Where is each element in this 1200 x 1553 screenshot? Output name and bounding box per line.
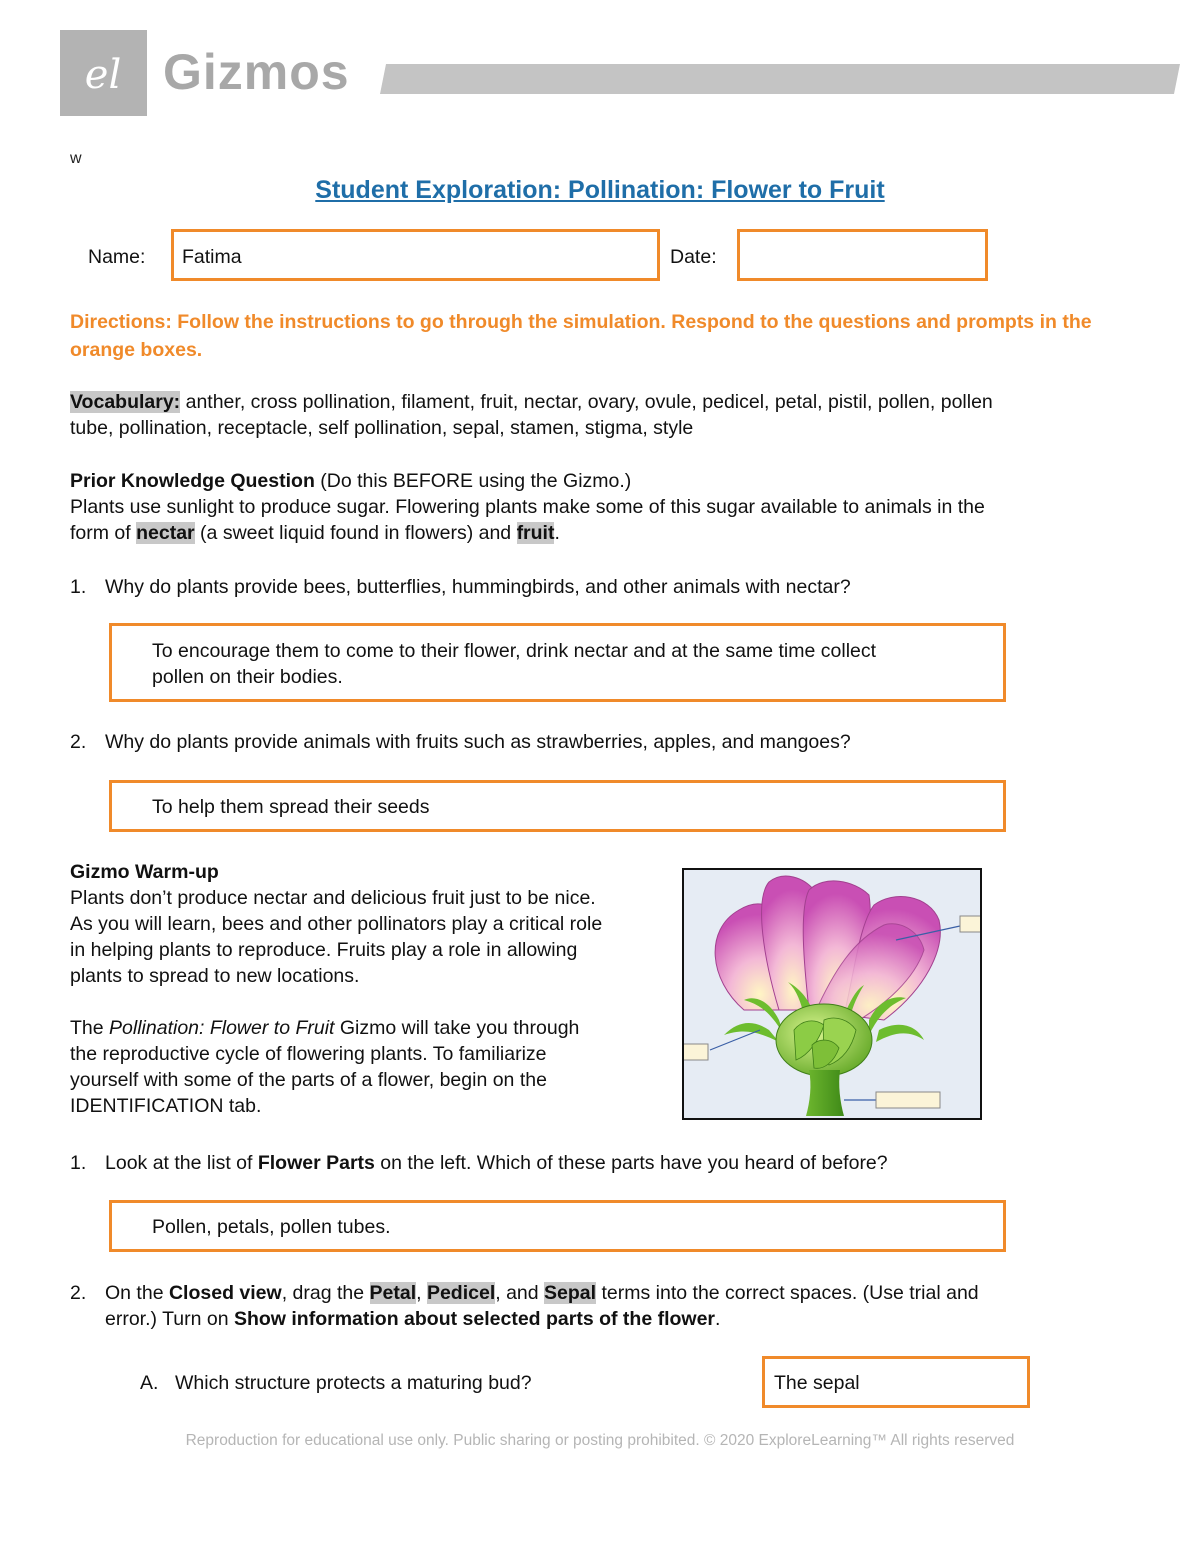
name-field[interactable] [171, 229, 660, 281]
separator: , and [495, 1282, 545, 1304]
question-text: terms into the correct spaces. (Use trial and [596, 1282, 979, 1304]
label-slot-sepal[interactable] [684, 1044, 708, 1060]
date-field[interactable] [737, 229, 988, 281]
warmup-line: As you will learn, bees and other pollinators play a critical role [70, 913, 603, 935]
sub-question-a [140, 1370, 740, 1396]
name-label: Name: [88, 246, 146, 268]
question-number: 1. [70, 576, 87, 598]
answer-line: To encourage them to come to their flower, drink nectar and at the same time collect [152, 640, 877, 662]
term-fruit: fruit [516, 522, 555, 544]
question-text: on the left. Which of these parts have you heard of before? [374, 1152, 888, 1174]
warmup-line: in helping plants to reproduce. Fruits play a role in allowing [70, 939, 578, 961]
term-nectar: nectar [136, 522, 195, 544]
prior-heading-note: (Do this BEFORE using the Gizmo.) [314, 470, 632, 492]
prior-question-2 [70, 729, 1150, 755]
prior-line2-end: . [554, 522, 560, 544]
question-text: Why do plants provide animals with fruits such as strawberries, apples, and mangoes? [105, 731, 851, 753]
vocabulary [70, 389, 1150, 441]
question-number: 2. [70, 1282, 87, 1304]
directions-text: Directions: Follow the instructions to go through the simulation. Respond to the questions and prompts in the orange boxes. [70, 311, 1092, 361]
warmup-line: IDENTIFICATION tab. [70, 1095, 262, 1117]
term-sepal: Sepal [544, 1282, 597, 1304]
warmup-line: plants to spread to new locations. [70, 965, 360, 987]
term-closed-view: Closed view [168, 1282, 282, 1304]
question-text: Which structure protects a maturing bud? [175, 1372, 532, 1394]
warmup-line: The [70, 1017, 110, 1039]
question-text: Look at the list of [105, 1152, 258, 1174]
question-text: On the [105, 1282, 169, 1304]
prior-heading: Prior Knowledge Question [70, 470, 315, 492]
prior-question-1 [70, 574, 1150, 600]
warmup-question-2 [70, 1280, 1150, 1332]
warmup-line: Plants don’t produce nectar and delicious fruit just to be nice. [70, 887, 596, 909]
term-flower-parts: Flower Parts [257, 1152, 375, 1174]
question-number: 1. [70, 1152, 87, 1174]
prior-line1: Plants use sunlight to produce sugar. Flowering plants make some of this sugar available to animals in the [70, 496, 985, 518]
question-number: 2. [70, 731, 87, 753]
explorelearning-logo [60, 30, 147, 116]
gizmo-title-italic: Pollination: Flower to Fruit [109, 1017, 335, 1039]
flower-illustration [682, 868, 982, 1120]
question-text: error.) Turn on [105, 1308, 234, 1330]
answer-text-prior-1 [152, 638, 876, 690]
brand-name: Gizmos [163, 44, 350, 100]
warmup-line: Gizmo will take you through [334, 1017, 580, 1039]
logo-lettering: el [84, 52, 122, 98]
vocabulary-label: Vocabulary: [70, 391, 181, 413]
page-marker: w [70, 150, 82, 167]
label-slot-petal[interactable] [960, 916, 980, 932]
prior-knowledge-section [70, 468, 1150, 546]
term-petal: Petal [369, 1282, 417, 1304]
question-text: . [715, 1308, 721, 1330]
answer-text-sub-a: The sepal [774, 1372, 860, 1394]
header-bar [380, 64, 1180, 94]
name-value: Fatima [182, 246, 242, 268]
sub-question-letter: A. [140, 1372, 159, 1394]
warmup-line: yourself with some of the parts of a flower, begin on the [70, 1069, 547, 1091]
question-text: Why do plants provide bees, butterflies, hummingbirds, and other animals with nectar? [105, 576, 851, 598]
warmup-section [70, 859, 670, 1119]
prior-line2-start: form of [70, 522, 137, 544]
question-text: , drag the [281, 1282, 370, 1304]
date-label: Date: [670, 246, 717, 268]
answer-text-warmup-1: Pollen, petals, pollen tubes. [152, 1216, 391, 1238]
term-pedicel: Pedicel [426, 1282, 496, 1304]
warmup-heading: Gizmo Warm-up [70, 861, 219, 883]
term-show-information: Show information about selected parts of the flower [233, 1308, 716, 1330]
answer-line: pollen on their bodies. [152, 666, 343, 688]
vocabulary-line1: anther, cross pollination, filament, fruit, nectar, ovary, ovule, pedicel, petal, pistil, pollen, pollen [180, 391, 993, 413]
separator: , [416, 1282, 427, 1304]
warmup-question-1 [70, 1150, 1150, 1176]
vocabulary-line2: tube, pollination, receptacle, self pollination, sepal, stamen, stigma, style [70, 417, 694, 439]
prior-line2-mid: (a sweet liquid found in flowers) and [194, 522, 517, 544]
answer-text-prior-2: To help them spread their seeds [152, 796, 430, 818]
page-title: Student Exploration: Pollination: Flower to Fruit [315, 176, 885, 204]
warmup-line: the reproductive cycle of flowering plants. To familiarize [70, 1043, 547, 1065]
label-slot-pedicel[interactable] [876, 1092, 940, 1108]
footer-copyright: Reproduction for educational use only. Public sharing or posting prohibited. © 2020 ExploreLearning™ All rights reserved [185, 1432, 1015, 1449]
answer-box-sub-a[interactable] [762, 1356, 1030, 1408]
